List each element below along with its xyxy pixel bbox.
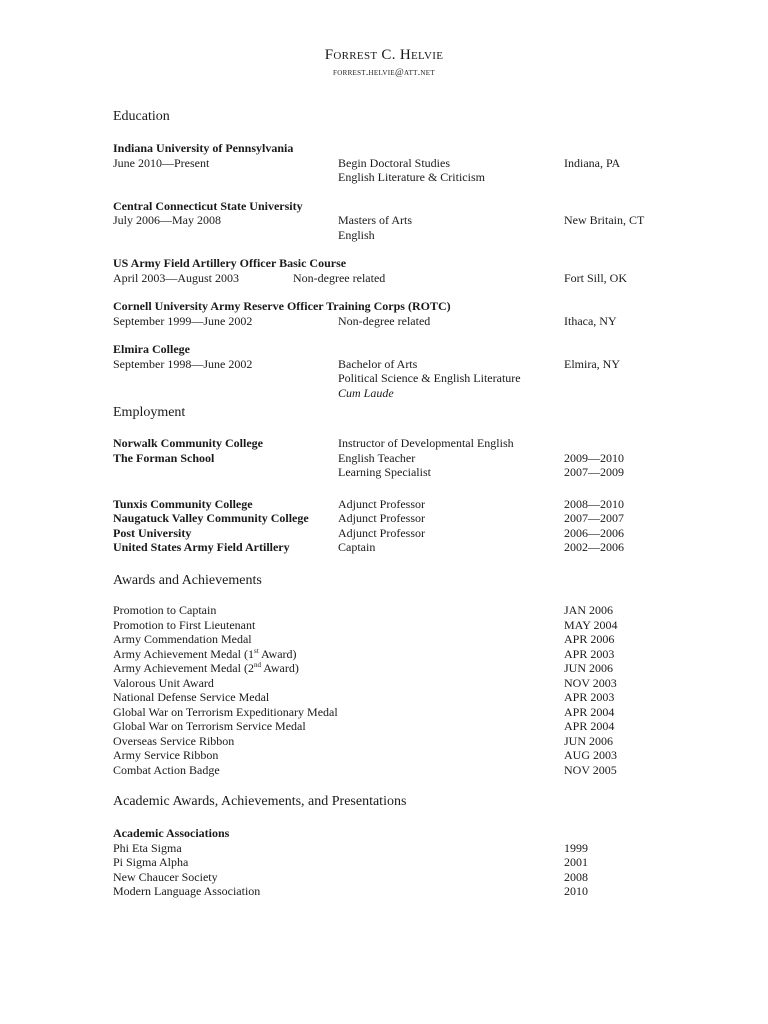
award-row: [113, 705, 673, 720]
role: Captain: [338, 540, 376, 554]
degree: Non-degree related: [338, 313, 431, 328]
role: Adjunct Professor: [338, 525, 425, 540]
academic-section: [113, 793, 673, 899]
award-name: Overseas Service Ribbon: [113, 733, 235, 748]
education-entry: [113, 342, 673, 400]
degree-detail: English Literature & Criticism: [338, 170, 485, 184]
award-name: Army Achievement Medal (2nd Award): [113, 661, 299, 675]
award-row: [113, 661, 673, 676]
employer: Norwalk Community College: [113, 436, 263, 450]
association-row: [113, 841, 673, 856]
award-date: NOV 2003: [564, 675, 617, 690]
association-name: New Chaucer Society: [113, 869, 218, 884]
awards-list: [113, 603, 673, 777]
association-year: 2001: [564, 855, 588, 869]
award-row: [113, 676, 673, 691]
location: New Britain, CT: [564, 213, 645, 227]
dates: September 1999—June 2002: [113, 313, 253, 328]
dates: June 2010—Present: [113, 155, 210, 170]
award-date: APR 2004: [564, 704, 615, 719]
education-row: [113, 228, 673, 243]
award-row: [113, 734, 673, 749]
award-row: [113, 632, 673, 647]
association-year: 2008: [564, 869, 588, 884]
school-name: Elmira College: [113, 342, 190, 356]
award-name: Global War on Terrorism Expeditionary Medal: [113, 704, 338, 719]
employment-row: [113, 436, 673, 451]
award-date: APR 2003: [564, 646, 615, 661]
employment-heading: Employment: [113, 405, 186, 420]
years: 2007—2007: [564, 511, 624, 525]
years: 2006—2006: [564, 525, 624, 540]
location: Fort Sill, OK: [564, 270, 628, 285]
degree: Bachelor of Arts: [338, 356, 418, 371]
award-name: Promotion to First Lieutenant: [113, 617, 256, 632]
award-row: [113, 618, 673, 633]
employer: Naugatuck Valley Community College: [113, 511, 309, 525]
employment-row: [113, 540, 673, 555]
award-row: [113, 719, 673, 734]
employer: United States Army Field Artillery: [113, 540, 290, 554]
employment-row: [113, 526, 673, 541]
employer: Post University: [113, 525, 192, 540]
education-row: [113, 213, 673, 228]
employer: Tunxis Community College: [113, 496, 253, 511]
award-row: [113, 603, 673, 618]
education-row: [113, 271, 673, 286]
role: Learning Specialist: [338, 465, 431, 479]
email-address: forrest.helvie@att.net: [333, 68, 435, 78]
role: Adjunct Professor: [338, 496, 425, 511]
association-row: [113, 855, 673, 870]
association-year: 2010: [564, 884, 588, 898]
school-name: Indiana University of Pennsylvania: [113, 141, 294, 155]
award-name: National Defense Service Medal: [113, 690, 270, 704]
associations-subheading: Academic Associations: [113, 826, 230, 840]
education-section: [113, 108, 673, 400]
employment-row: [113, 451, 673, 466]
award-row: [113, 647, 673, 662]
award-name: Promotion to Captain: [113, 603, 217, 617]
award-date: JUN 2006: [564, 733, 614, 748]
award-date: JAN 2006: [564, 603, 614, 617]
academic-heading: Academic Awards, Achievements, and Presentations: [113, 794, 407, 809]
resume-header: [0, 46, 768, 81]
location: Ithaca, NY: [564, 313, 617, 328]
dates: April 2003—August 2003: [113, 270, 239, 285]
employment-group: [113, 497, 673, 555]
employer: The Forman School: [113, 450, 215, 465]
years: 2002—2006: [564, 540, 624, 554]
award-row: [113, 763, 673, 778]
award-name: Valorous Unit Award: [113, 675, 214, 690]
association-name: Pi Sigma Alpha: [113, 855, 189, 869]
school-name: US Army Field Artillery Officer Basic Course: [113, 256, 347, 270]
honor: Cum Laude: [338, 385, 394, 400]
education-row: [113, 357, 673, 372]
dates: July 2006—May 2008: [113, 213, 221, 227]
education-row: [113, 156, 673, 171]
award-name: Army Commendation Medal: [113, 632, 252, 646]
award-name: Army Service Ribbon: [113, 748, 219, 762]
education-entry: [113, 141, 673, 185]
degree: Masters of Arts: [338, 213, 412, 227]
employment-row: [113, 511, 673, 526]
association-year: 1999: [564, 840, 588, 855]
employment-row: [113, 465, 673, 480]
education-row: [113, 371, 673, 386]
person-name: Forrest C. Helvie: [324, 47, 444, 63]
degree: Begin Doctoral Studies: [338, 155, 450, 170]
education-entry: [113, 199, 673, 243]
school-name: Central Connecticut State University: [113, 198, 303, 213]
dates: September 1998—June 2002: [113, 356, 253, 371]
award-row: [113, 748, 673, 763]
education-entry: [113, 299, 673, 328]
degree-detail: Political Science & English Literature: [338, 371, 521, 385]
associations-list: [113, 826, 673, 899]
school-name: Cornell University Army Reserve Officer Training Corps (ROTC): [113, 299, 451, 313]
association-row: [113, 884, 673, 899]
award-date: APR 2003: [564, 690, 615, 704]
years: 2009—2010: [564, 450, 624, 465]
education-row: [113, 386, 673, 401]
award-date: NOV 2005: [564, 762, 617, 777]
association-row: [113, 870, 673, 885]
awards-section: [113, 572, 673, 777]
degree: Non-degree related: [293, 270, 386, 285]
award-row: [113, 690, 673, 705]
award-date: JUN 2006: [564, 661, 614, 675]
education-row: [113, 314, 673, 329]
awards-heading: Awards and Achievements: [113, 573, 262, 588]
award-date: AUG 2003: [564, 748, 617, 762]
years: 2008—2010: [564, 496, 624, 511]
role: Adjunct Professor: [338, 511, 425, 525]
employment-group: [113, 436, 673, 480]
employment-row: [113, 497, 673, 512]
location: Elmira, NY: [564, 356, 620, 371]
award-name: Global War on Terrorism Service Medal: [113, 719, 306, 733]
education-row: [113, 170, 673, 185]
award-date: APR 2004: [564, 719, 615, 733]
award-name: Combat Action Badge: [113, 762, 220, 777]
education-entry: [113, 256, 673, 285]
award-name: Army Achievement Medal (1st Award): [113, 646, 297, 661]
role: English Teacher: [338, 450, 416, 465]
location: Indiana, PA: [564, 155, 621, 170]
association-name: Modern Language Association: [113, 884, 261, 898]
award-date: APR 2006: [564, 632, 615, 646]
employment-section: [113, 404, 673, 555]
role: Instructor of Developmental English: [338, 436, 514, 450]
degree-detail: English: [338, 227, 375, 242]
education-heading: Education: [113, 109, 170, 124]
association-name: Phi Eta Sigma: [113, 840, 182, 855]
years: 2007—2009: [564, 465, 624, 479]
award-date: MAY 2004: [564, 617, 618, 632]
